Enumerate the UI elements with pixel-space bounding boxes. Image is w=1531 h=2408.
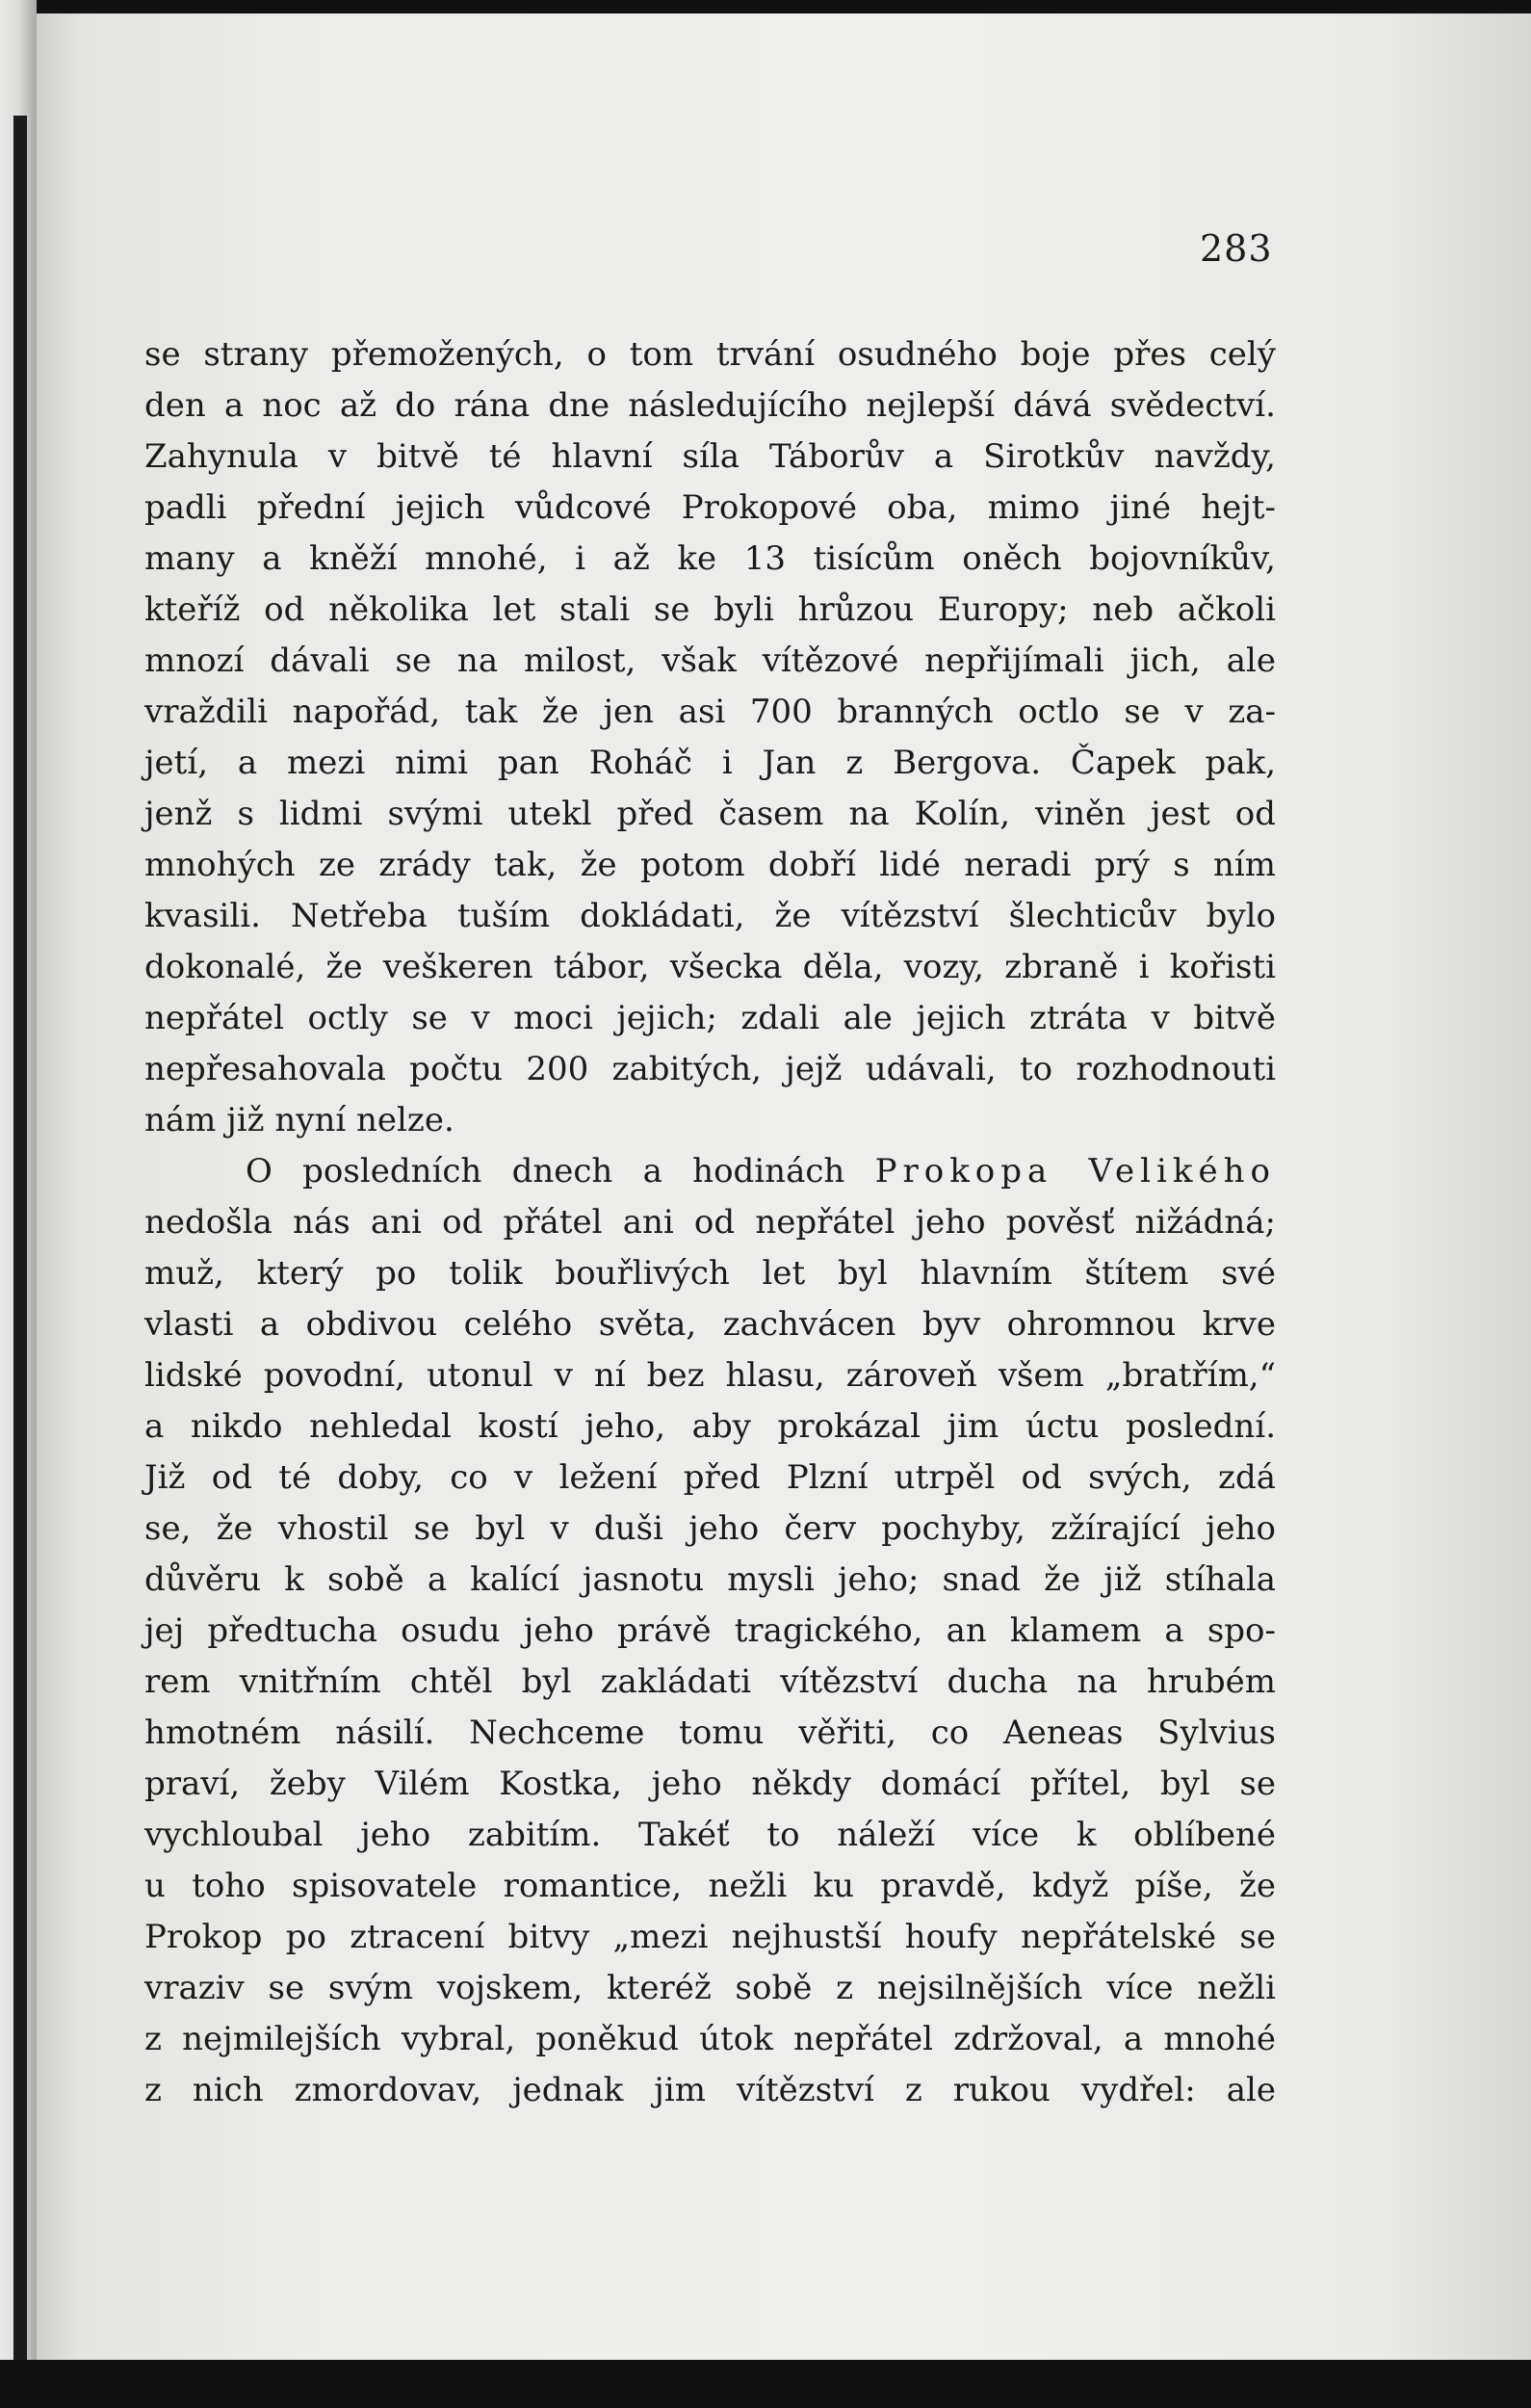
text-line: u toho spisovatele romantice, nežli ku pravdě, když píše, že — [144, 1867, 1276, 1905]
text-line: mnozí dávali se na milost, však vítězové nepřijímali jich, ale — [144, 641, 1276, 680]
text-line: nepřesahovala počtu 200 zabitých, jejž udávali, to rozhodnouti — [144, 1050, 1276, 1088]
text-line: vychloubal jeho zabitím. Takéť to náleží více k oblíbené — [144, 1816, 1276, 1854]
text-line: lidské povodní, utonul v ní bez hlasu, zároveň všem „bratřím,“ — [144, 1356, 1276, 1395]
text-line: nepřátel octly se v moci jejich; zdali ale jejich ztráta v bitvě — [144, 999, 1276, 1037]
page-number: 283 — [1200, 227, 1273, 270]
text-line: a nikdo nehledal kostí jeho, aby prokázal jim úctu poslední. — [144, 1407, 1276, 1446]
text-line: many a kněží mnohé, i až ke 13 tisícům oněch bojovníkův, — [144, 539, 1276, 578]
text-line: rem vnitřním chtěl byl zakládati vítězství ducha na hrubém — [144, 1662, 1276, 1701]
first-line-text: O posledních dnech a hodinách — [246, 1152, 845, 1191]
text-line: dokonalé, že veškeren tábor, všecka děla, vozy, zbraně i kořisti — [144, 948, 1276, 986]
text-line: kteříž od několika let stali se byli hrůzou Europy; neb ačkoli — [144, 590, 1276, 629]
text-line: muž, který po tolik bouřlivých let byl hlavním štítem své — [144, 1254, 1276, 1293]
text-line: Již od té doby, co v ležení před Plzní utrpěl od svých, zdá — [144, 1458, 1276, 1497]
text-line: nedošla nás ani od přátel ani od nepřátel jeho pověsť nižádná; — [144, 1203, 1276, 1242]
text-line: se strany přemožených, o tom trvání osudného boje přes celý — [144, 335, 1276, 374]
text-line: mnohých ze zrády tak, že potom dobří lidé neradi prý s ním — [144, 846, 1276, 884]
text-line: padli přední jejich vůdcové Prokopové oba, mimo jiné hejt- — [144, 488, 1276, 527]
text-line: Prokop po ztracení bitvy „mezi nejhustší houfy nepřátelské se — [144, 1918, 1276, 1956]
gutter-shadow — [13, 116, 27, 2369]
text-line: hmotném násilí. Nechceme tomu věřiti, co Aeneas Sylvius — [144, 1714, 1276, 1752]
body-text — [144, 329, 1276, 2116]
paragraph-2 — [144, 1146, 1276, 2116]
text-line: z nich zmordovav, jednak jim vítězství z rukou vydřel: ale — [144, 2071, 1276, 2109]
text-line: vraziv se svým vojskem, kteréž sobě z nejsilnějších více nežli — [144, 1969, 1276, 2007]
text-line: vlasti a obdivou celého světa, zachvácen byv ohromnou krve — [144, 1305, 1276, 1344]
paragraph-1 — [144, 329, 1276, 1146]
text-line: jenž s lidmi svými utekl před časem na Kolín, viněn jest od — [144, 795, 1276, 833]
text-line: jetí, a mezi nimi pan Roháč i Jan z Bergova. Čapek pak, — [144, 744, 1276, 782]
text-line: vraždili napořád, tak že jen asi 700 branných octlo se v za- — [144, 693, 1276, 731]
text-line: Zahynula v bitvě té hlavní síla Táborův a Sirotkův navždy, — [144, 437, 1276, 476]
emphasized-name: Prokopa Velikého — [874, 1152, 1276, 1191]
text-line: kvasili. Netřeba tuším dokládati, že vítězství šlechticův bylo — [144, 897, 1276, 935]
text-line: nám již nyní nelze. — [144, 1101, 454, 1139]
text-line: z nejmilejších vybral, poněkud útok nepřátel zdržoval, a mnohé — [144, 2020, 1276, 2058]
scan-bottom-edge — [0, 2360, 1531, 2408]
text-line: se, že vhostil se byl v duši jeho červ pochyby, zžírající jeho — [144, 1509, 1276, 1548]
text-line: praví, žeby Vilém Kostka, jeho někdy domácí přítel, byl se — [144, 1765, 1276, 1803]
book-binding-edge — [0, 0, 37, 2408]
text-line: jej předtucha osudu jeho právě tragického, an klamem a spo- — [144, 1611, 1276, 1650]
paragraph-first-line — [144, 1146, 1276, 1197]
text-line: den a noc až do rána dne následujícího nejlepší dává svědectví. — [144, 386, 1276, 425]
text-line: důvěru k sobě a kalící jasnotu mysli jeho; snad že již stíhala — [144, 1560, 1276, 1599]
